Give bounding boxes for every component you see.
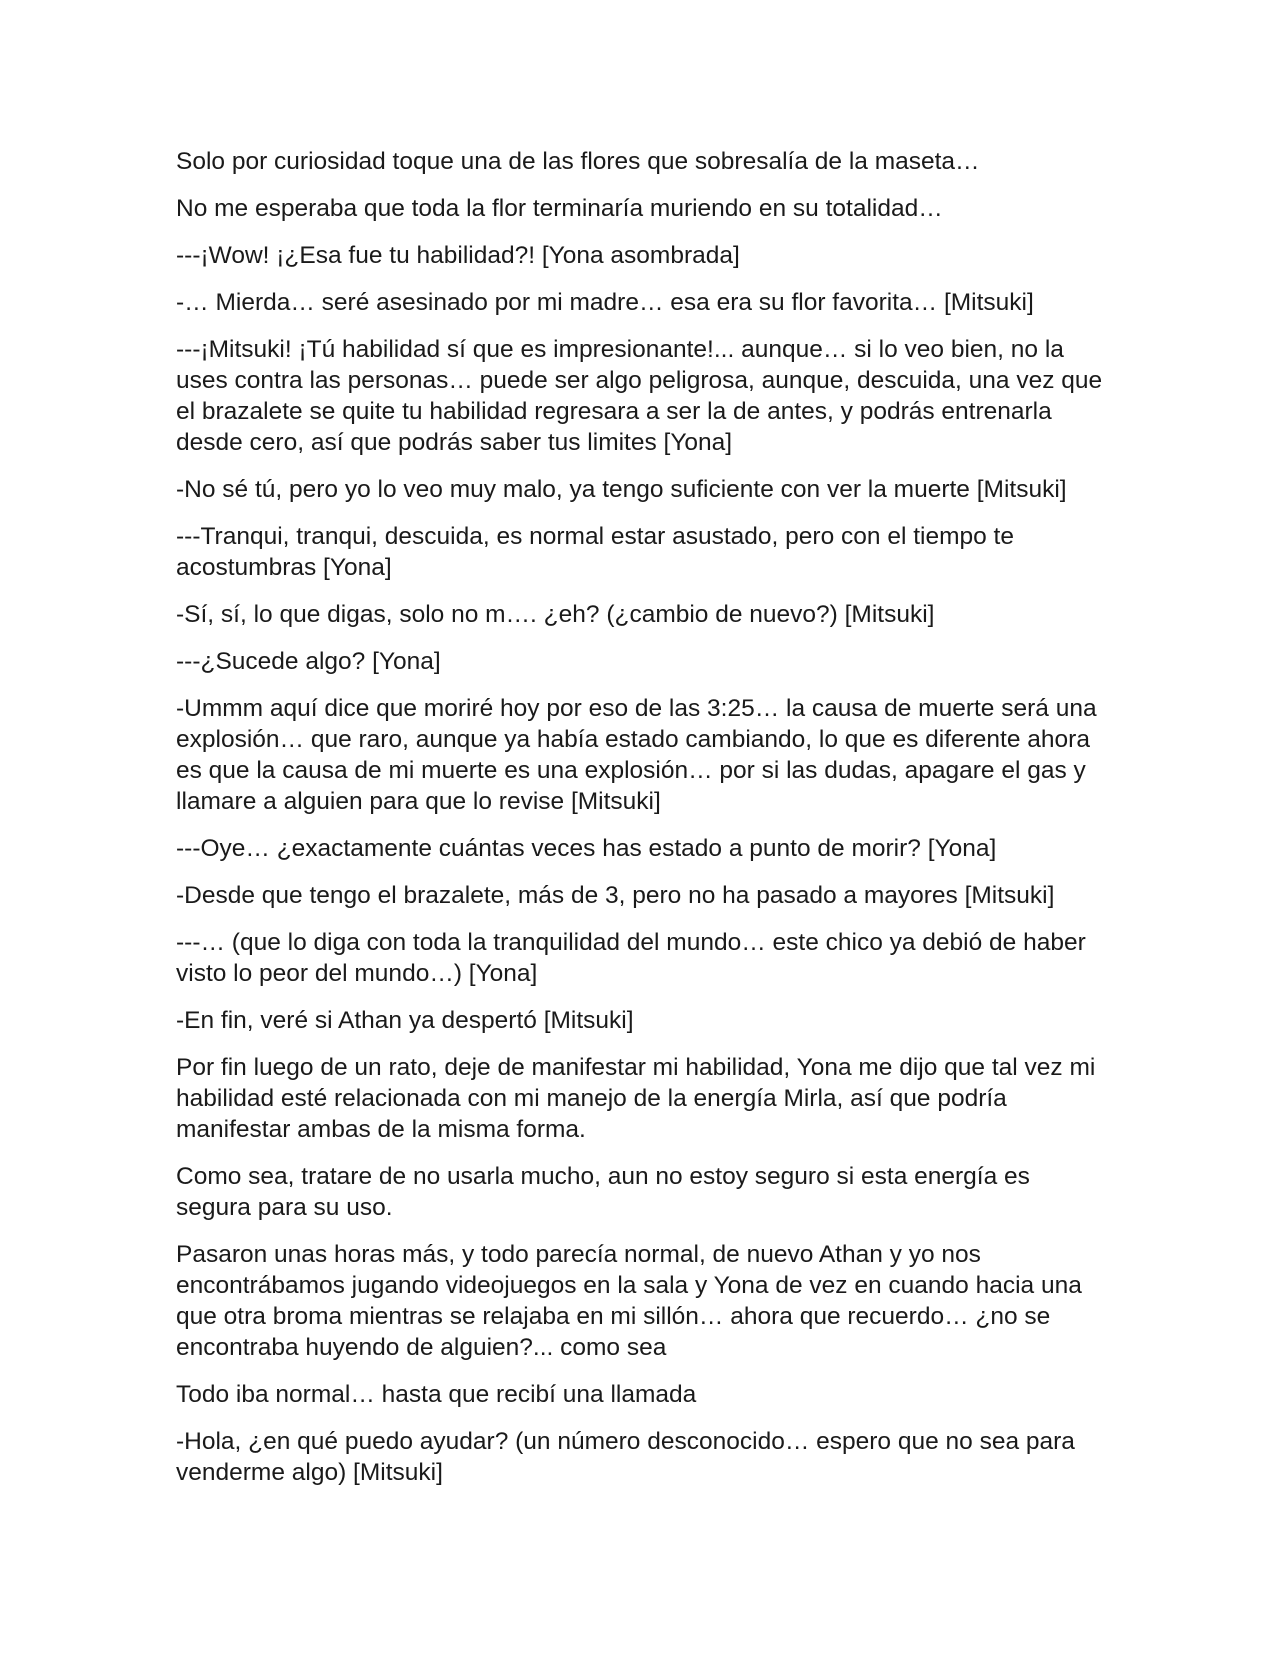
paragraph: Solo por curiosidad toque una de las flores que sobresalía de la maseta… [176, 148, 980, 175]
paragraph: ---¡Wow! ¡¿Esa fue tu habilidad?! [Yona asombrada] [176, 242, 740, 269]
paragraph: ---… (que lo diga con toda la tranquilidad del mundo… este chico ya debió de haber visto lo peor del mundo…) [Yona] [176, 929, 1086, 987]
paragraph: -En fin, veré si Athan ya despertó [Mitsuki] [176, 1007, 634, 1034]
paragraph: ---Oye… ¿exactamente cuántas veces has estado a punto de morir? [Yona] [176, 835, 997, 862]
paragraph: Por fin luego de un rato, deje de manifestar mi habilidad, Yona me dijo que tal vez mi habilidad esté relacionada con mi manejo de la energía Mirla, así que podría manifestar ambas de la misma forma. [176, 1054, 1096, 1143]
paragraph: ---¿Sucede algo? [Yona] [176, 648, 441, 675]
paragraph: Todo iba normal… hasta que recibí una llamada [176, 1381, 697, 1408]
paragraph: No me esperaba que toda la flor terminaría muriendo en su totalidad… [176, 195, 943, 222]
paragraph: -No sé tú, pero yo lo veo muy malo, ya tengo suficiente con ver la muerte [Mitsuki] [176, 476, 1067, 503]
paragraph: Como sea, tratare de no usarla mucho, aun no estoy seguro si esta energía es segura para su uso. [176, 1163, 1030, 1221]
paragraph: ---¡Mitsuki! ¡Tú habilidad sí que es impresionante!... aunque… si lo veo bien, no la uses contra las personas… puede ser algo peligrosa, aunque, descuida, una vez que el brazalete se quite tu habilidad regresara a ser la de antes, y podrás entrenarla desde cero, así que podrás saber tus limites [Yona] [176, 336, 1103, 456]
paragraph: -Hola, ¿en qué puedo ayudar? (un número desconocido… espero que no sea para venderme algo) [Mitsuki] [176, 1428, 1075, 1486]
paragraph: Pasaron unas horas más, y todo parecía normal, de nuevo Athan y yo nos encontrábamos jugando videojuegos en la sala y Yona de vez en cuando hacia una que otra broma mientras se relajaba en mi sillón… ahora que recuerdo… ¿no se encontraba huyendo de alguien?... como sea [176, 1241, 1082, 1361]
paragraph: -Sí, sí, lo que digas, solo no m…. ¿eh? (¿cambio de nuevo?) [Mitsuki] [176, 601, 935, 628]
document-body [176, 146, 1106, 1504]
paragraph: -Desde que tengo el brazalete, más de 3, pero no ha pasado a mayores [Mitsuki] [176, 882, 1055, 909]
paragraph: -… Mierda… seré asesinado por mi madre… esa era su flor favorita… [Mitsuki] [176, 289, 1034, 316]
paragraph: -Ummm aquí dice que moriré hoy por eso de las 3:25… la causa de muerte será una explosión… que raro, aunque ya había estado cambiando, lo que es diferente ahora es que la causa de mi muerte es una explosión… por si las dudas, apagare el gas y llamare a alguien para que lo revise [Mitsuki] [176, 695, 1097, 815]
paragraph: ---Tranqui, tranqui, descuida, es normal estar asustado, pero con el tiempo te acostumbras [Yona] [176, 523, 1014, 581]
